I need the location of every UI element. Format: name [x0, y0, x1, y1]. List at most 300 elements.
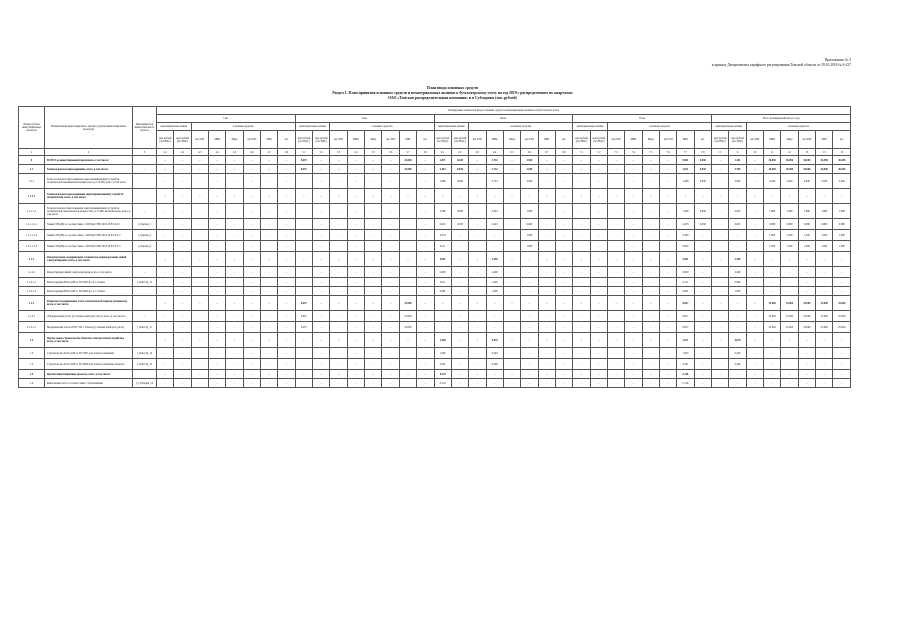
row-value: 1,000 [521, 230, 538, 241]
row-value: – [625, 348, 642, 359]
row-value: – [503, 296, 520, 311]
plan-table [18, 106, 851, 388]
table-row [19, 219, 851, 230]
row-value: – [451, 252, 468, 267]
row-value: – [590, 174, 607, 189]
row-code [133, 287, 157, 296]
row-value: – [486, 241, 503, 252]
row-value: – [573, 204, 590, 219]
row-value: – [746, 174, 763, 189]
row-value: – [746, 165, 763, 174]
column-number: 6.3 [469, 149, 486, 156]
row-value: 25,000 [399, 165, 416, 174]
row-value: – [226, 189, 243, 204]
table-row [19, 241, 851, 252]
row-value: 25,000 [399, 156, 416, 165]
row-value: – [382, 348, 399, 359]
row-value: – [174, 174, 191, 189]
row-name: Выполнение работ в соответствии с требованиями [45, 379, 133, 388]
row-value: 0,111 [434, 241, 451, 252]
row-value: – [625, 296, 642, 311]
row-value: – [365, 204, 382, 219]
row-value: – [469, 348, 486, 359]
row-value: – [191, 241, 208, 252]
row-value: – [573, 311, 590, 322]
row-value: – [330, 379, 347, 388]
row-value: – [659, 204, 676, 219]
row-value: – [659, 219, 676, 230]
row-value: – [607, 379, 624, 388]
row-value: – [347, 296, 364, 311]
row-value: – [399, 204, 416, 219]
row-value: – [261, 165, 278, 174]
row-value: – [555, 348, 572, 359]
row-value: – [226, 379, 243, 388]
row-value: 25,000 [798, 296, 815, 311]
row-value: – [555, 230, 572, 241]
col-header-quarter: II кв. [295, 115, 434, 123]
row-value: – [712, 333, 729, 348]
row-value: – [625, 204, 642, 219]
row-value: – [503, 287, 520, 296]
row-value: – [712, 379, 729, 388]
column-number: 4.8 [278, 149, 295, 156]
row-value: – [503, 189, 520, 204]
row-value: – [746, 359, 763, 370]
row-value: 8,657 [295, 156, 312, 165]
row-value: – [694, 278, 711, 287]
column-number: 7.5 [642, 149, 659, 156]
row-value: – [191, 348, 208, 359]
row-value: – [607, 174, 624, 189]
row-value: – [417, 241, 434, 252]
row-value: – [226, 296, 243, 311]
row-value: – [642, 287, 659, 296]
row-value: – [417, 165, 434, 174]
row-value: – [365, 230, 382, 241]
row-value: 2,940 [798, 174, 815, 189]
row-value: – [209, 189, 226, 204]
row-value: – [798, 370, 815, 379]
row-value: – [659, 370, 676, 379]
row-value: – [555, 370, 572, 379]
row-value: – [243, 241, 260, 252]
row-value: – [538, 322, 555, 333]
row-value: – [209, 370, 226, 379]
row-value: 2,490 [486, 252, 503, 267]
row-value: 0,880 [833, 219, 851, 230]
row-value: – [694, 370, 711, 379]
row-value: – [642, 267, 659, 278]
row-value: – [764, 252, 781, 267]
row-value: – [469, 311, 486, 322]
row-value: – [816, 333, 833, 348]
row-value: – [659, 156, 676, 165]
row-value: – [781, 252, 798, 267]
row-value: – [191, 311, 208, 322]
row-value: 0,000 [677, 241, 694, 252]
row-value: – [712, 348, 729, 359]
row-value: – [746, 189, 763, 204]
column-number: 5.2 [313, 149, 330, 156]
row-value: – [659, 348, 676, 359]
row-value: – [399, 252, 416, 267]
row-value: – [521, 189, 538, 204]
row-value: – [261, 252, 278, 267]
table-row [19, 278, 851, 287]
col-header-leaf: МВА [486, 131, 503, 149]
row-value: 0,880 [816, 219, 833, 230]
row-value: – [313, 287, 330, 296]
row-value: – [417, 379, 434, 388]
row-value: – [278, 230, 295, 241]
row-value: – [451, 370, 468, 379]
row-value: – [573, 252, 590, 267]
row-value: – [694, 296, 711, 311]
row-value: – [486, 189, 503, 204]
row-value: – [209, 333, 226, 348]
row-value: – [746, 252, 763, 267]
row-value: – [417, 287, 434, 296]
row-value: – [590, 348, 607, 359]
row-value: – [712, 174, 729, 189]
column-number: 5.4 [347, 149, 364, 156]
row-value: – [712, 252, 729, 267]
row-value: – [209, 204, 226, 219]
row-value: – [174, 241, 191, 252]
col-header-leaf: шт. [417, 131, 434, 149]
row-value: – [313, 230, 330, 241]
row-id: 1.1.1 [19, 174, 45, 189]
row-value: – [486, 370, 503, 379]
row-value: – [278, 322, 295, 333]
row-value: – [746, 287, 763, 296]
row-value: – [347, 252, 364, 267]
row-value: – [313, 333, 330, 348]
row-value: 8,657 [295, 165, 312, 174]
row-value: – [503, 333, 520, 348]
row-value: – [764, 278, 781, 287]
row-code [133, 370, 157, 379]
col-header-quarter: III кв. [434, 115, 573, 123]
row-value: – [607, 156, 624, 165]
table-row [19, 322, 851, 333]
row-value: – [365, 311, 382, 322]
row-value: 2,940 [521, 174, 538, 189]
row-value: 0,243 [486, 219, 503, 230]
row-value: – [573, 379, 590, 388]
row-value: – [157, 370, 174, 379]
row-value: – [712, 311, 729, 322]
row-value: – [590, 296, 607, 311]
row-value: – [295, 267, 312, 278]
row-value: – [625, 379, 642, 388]
row-value: – [347, 241, 364, 252]
row-value: – [642, 230, 659, 241]
row-value: – [399, 287, 416, 296]
row-value: – [191, 174, 208, 189]
row-value: – [659, 333, 676, 348]
row-value: – [816, 287, 833, 296]
row-value: 2,940 [816, 174, 833, 189]
row-value: – [712, 287, 729, 296]
row-value: – [347, 230, 364, 241]
row-value: – [295, 252, 312, 267]
row-value: – [261, 278, 278, 287]
row-value: – [642, 252, 659, 267]
row-value: – [798, 252, 815, 267]
row-value: – [625, 370, 642, 379]
row-value: – [642, 333, 659, 348]
row-value: 8,901 [677, 156, 694, 165]
row-value: – [295, 278, 312, 287]
row-value: – [417, 219, 434, 230]
row-value: 25,000 [798, 322, 815, 333]
row-value: – [417, 333, 434, 348]
row-value: – [625, 241, 642, 252]
row-value: – [694, 230, 711, 241]
row-value: – [347, 165, 364, 174]
row-value: – [451, 287, 468, 296]
row-value: 1,000 [833, 230, 851, 241]
row-name: Заявки ЭП (кВ) по соответствию с ОИ ОАО ТРК 2018-20 ЕЗ Лот 1 [45, 219, 133, 230]
row-value: – [781, 359, 798, 370]
row-value: – [538, 156, 555, 165]
row-value: 25,000 [399, 296, 416, 311]
row-value: – [382, 219, 399, 230]
col-header-code: Идентификатор инвестиционного проекта [133, 107, 157, 149]
row-value: – [538, 204, 555, 219]
row-value: – [451, 348, 468, 359]
table-row [19, 267, 851, 278]
row-value: – [243, 278, 260, 287]
col-header-leaf: шт. [833, 131, 851, 149]
row-value: – [295, 189, 312, 204]
row-value: – [625, 267, 642, 278]
row-code: I_ОАО-Тр_15 [133, 359, 157, 370]
row-value: 25,000 [764, 322, 781, 333]
row-value: – [209, 267, 226, 278]
row-value: – [538, 311, 555, 322]
column-number: 6.5 [503, 149, 520, 156]
row-value: – [503, 174, 520, 189]
row-value: – [382, 333, 399, 348]
row-value: – [174, 204, 191, 219]
row-value: – [503, 230, 520, 241]
row-id: 1.1.3.1.1 [19, 322, 45, 333]
row-value: – [347, 219, 364, 230]
row-value: 25,000 [781, 296, 798, 311]
row-value: – [486, 311, 503, 322]
row-value: – [659, 287, 676, 296]
row-value: – [816, 278, 833, 287]
row-value: 0,118 [434, 370, 451, 379]
row-value: – [590, 165, 607, 174]
row-value: 0,111 [434, 278, 451, 287]
row-value: 0,263 [486, 348, 503, 359]
row-name: ВСЕГО по инвестиционной программе, в том числе: [45, 156, 133, 165]
row-value: 0,638 [451, 219, 468, 230]
row-id: 1.1.1.1.1.2 [19, 230, 45, 241]
row-value: 36,096 [798, 156, 815, 165]
row-value: 25,000 [781, 311, 798, 322]
column-number: 7.7 [677, 149, 694, 156]
row-value: – [781, 333, 798, 348]
column-number: 5.7 [399, 149, 416, 156]
row-value: – [330, 189, 347, 204]
row-value: – [746, 230, 763, 241]
row-value: – [781, 379, 798, 388]
row-value: – [521, 379, 538, 388]
row-value: – [261, 156, 278, 165]
row-value: 2,490 [729, 267, 746, 278]
row-value: – [555, 165, 572, 174]
row-value: – [694, 322, 711, 333]
table-row [19, 348, 851, 359]
row-value: – [833, 278, 851, 287]
row-value: – [226, 219, 243, 230]
row-value: 0,118 [677, 370, 694, 379]
row-value: – [469, 189, 486, 204]
row-value: – [573, 156, 590, 165]
row-value: – [746, 322, 763, 333]
row-value: – [833, 252, 851, 267]
row-value: – [243, 204, 260, 219]
row-value: – [712, 322, 729, 333]
row-value: – [607, 219, 624, 230]
row-id: 0 [19, 156, 45, 165]
column-number: 4.3 [191, 149, 208, 156]
column-number: 6.8 [555, 149, 572, 156]
row-value: – [226, 174, 243, 189]
column-number: 4.2 [174, 149, 191, 156]
row-value: – [573, 287, 590, 296]
col-header-leaf: млн рублей (без НДС) [451, 131, 468, 149]
column-number: 6.2 [451, 149, 468, 156]
row-value: – [694, 359, 711, 370]
row-value: – [573, 267, 590, 278]
row-value: – [157, 379, 174, 388]
row-value: – [694, 348, 711, 359]
row-value: – [261, 311, 278, 322]
row-value: – [503, 165, 520, 174]
row-value: – [278, 252, 295, 267]
row-value: 0,670 [486, 333, 503, 348]
row-value: – [659, 278, 676, 287]
row-value: – [538, 379, 555, 388]
row-value: – [243, 165, 260, 174]
row-value: – [347, 156, 364, 165]
row-value: – [764, 189, 781, 204]
appendix-line: Приложение № 5 [824, 58, 851, 62]
row-code: I_ОАО-Тр_11 [133, 322, 157, 333]
row-value: – [816, 348, 833, 359]
row-id: 1.1.1.1.1.3 [19, 241, 45, 252]
row-value: – [659, 359, 676, 370]
col-header-leaf: млн рублей (без НДС) [434, 131, 451, 149]
row-value: – [538, 252, 555, 267]
row-value: – [469, 379, 486, 388]
row-value: 0,991 [677, 252, 694, 267]
col-header-leaf: км ЛЭП [469, 131, 486, 149]
row-value: – [469, 333, 486, 348]
row-value: – [209, 359, 226, 370]
row-value: – [278, 241, 295, 252]
row-value: 0,632 [729, 204, 746, 219]
col-header-fixed-assets: основные средства [330, 123, 434, 131]
row-value: – [330, 241, 347, 252]
col-header-leaf: км ЛЭП [382, 131, 399, 149]
row-value: 0,518 [434, 230, 451, 241]
row-value: 25,000 [816, 311, 833, 322]
row-value: – [746, 219, 763, 230]
row-value: – [365, 156, 382, 165]
row-value: 2,871 [434, 156, 451, 165]
col-header-leaf: млн рублей (без НДС) [174, 131, 191, 149]
row-value: – [295, 359, 312, 370]
row-code: – [133, 165, 157, 174]
row-value: – [261, 219, 278, 230]
row-value: – [330, 348, 347, 359]
row-value: – [764, 287, 781, 296]
column-number: 4.6 [243, 149, 260, 156]
col-header-leaf: МВА [764, 131, 781, 149]
row-value: – [313, 311, 330, 322]
row-id: 1.1.2 [19, 252, 45, 267]
row-value: – [573, 174, 590, 189]
row-value: – [313, 359, 330, 370]
row-value: – [659, 165, 676, 174]
row-value: – [503, 359, 520, 370]
row-value: – [833, 370, 851, 379]
row-value: – [555, 333, 572, 348]
col-header-leaf: шт. [278, 131, 295, 149]
row-value: – [174, 165, 191, 174]
row-value: – [365, 278, 382, 287]
row-value: 2,940 [781, 174, 798, 189]
col-header-group: Планируемые показатели ввода основных средств и нематериальных активов в бухгалтерском учете [157, 107, 851, 115]
row-value: – [243, 322, 260, 333]
row-value: – [313, 322, 330, 333]
col-header-leaf: шт. [694, 131, 711, 149]
row-value: – [538, 174, 555, 189]
row-value: – [330, 311, 347, 322]
row-value: – [261, 322, 278, 333]
row-value: – [417, 174, 434, 189]
col-header-leaf: Мвар [503, 131, 520, 149]
row-value: – [469, 267, 486, 278]
row-value: – [191, 296, 208, 311]
row-value: – [607, 267, 624, 278]
row-value: – [451, 296, 468, 311]
row-value: – [365, 333, 382, 348]
col-header-intangible: нематериальные активы [573, 123, 608, 131]
row-value: – [781, 278, 798, 287]
row-value: 2,386 [434, 204, 451, 219]
column-number: 4.7 [261, 149, 278, 156]
row-value: – [590, 333, 607, 348]
row-name: Прочее новое строительство объектов электросетевого хозяйства, всего, в том числе: [45, 333, 133, 348]
row-value: – [625, 359, 642, 370]
row-code [133, 174, 157, 189]
table-row [19, 204, 851, 219]
row-value: – [746, 241, 763, 252]
row-value: – [174, 287, 191, 296]
row-value: 1,000 [798, 241, 815, 252]
col-header-fixed-assets: основные средства [469, 123, 573, 131]
row-name: Прочие инвестиционные проекты, всего, в том числе: [45, 370, 133, 379]
row-value: 0,881 [677, 287, 694, 296]
